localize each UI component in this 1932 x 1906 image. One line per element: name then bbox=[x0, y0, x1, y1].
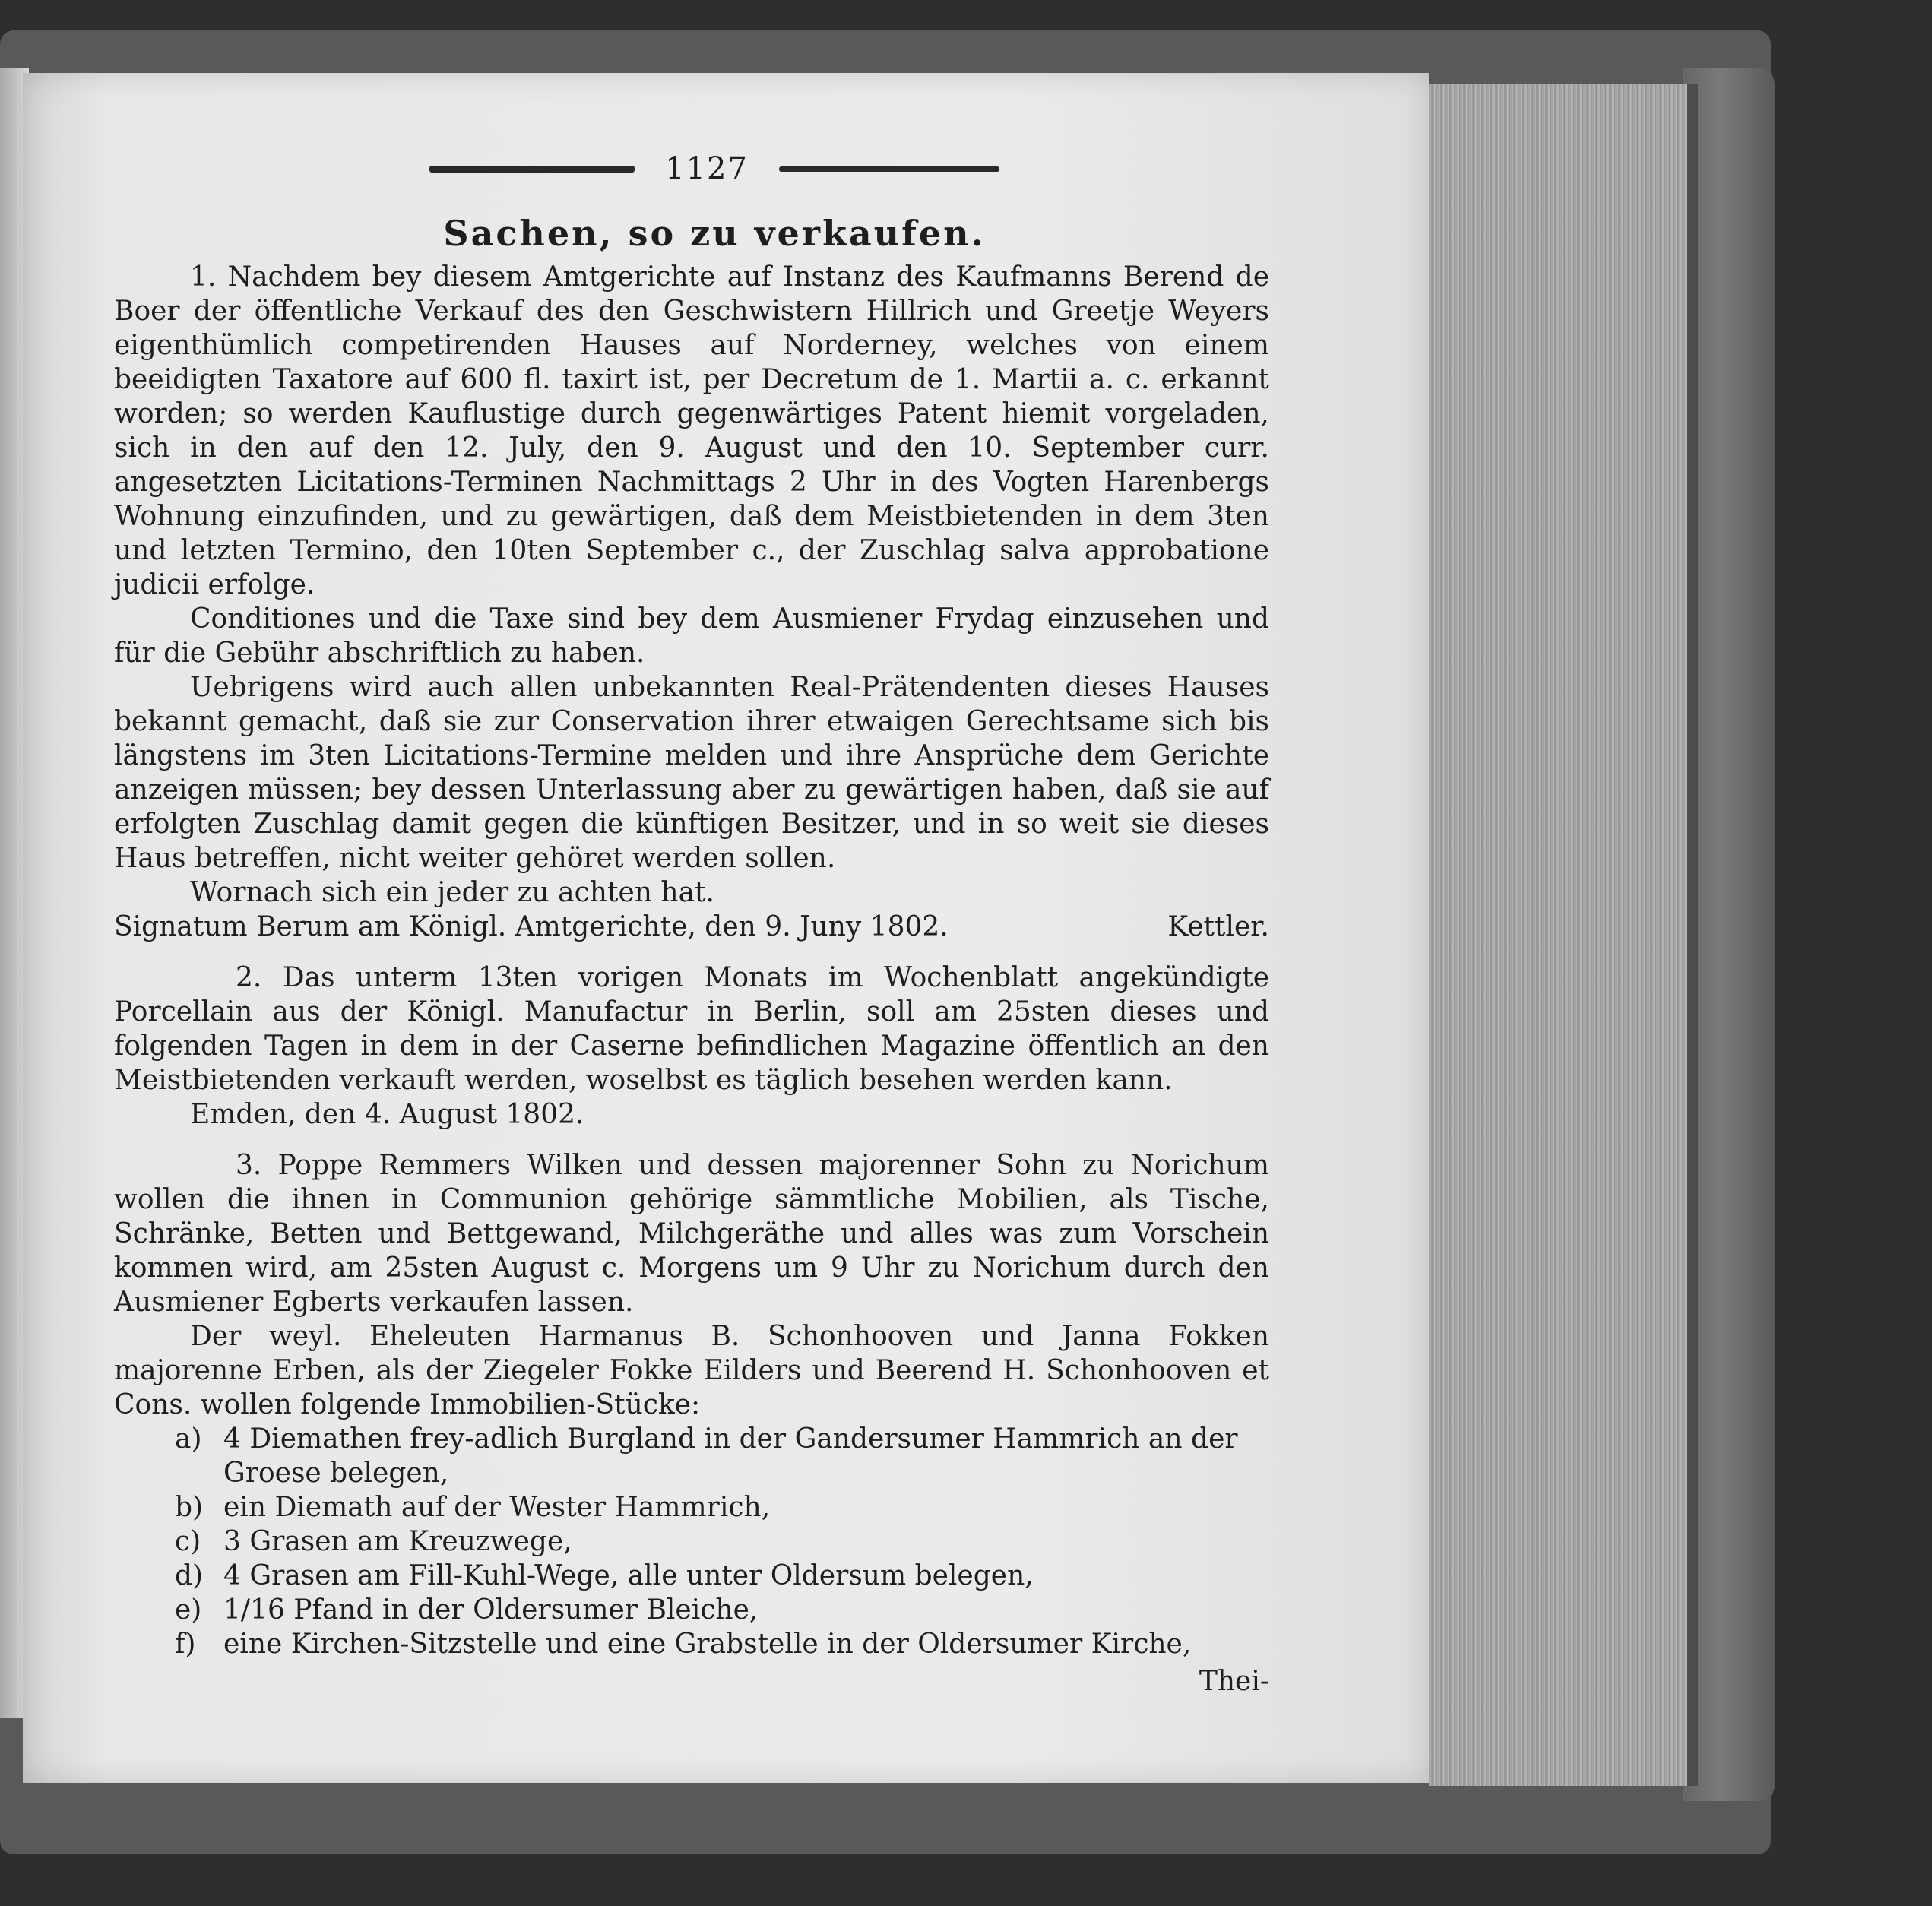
list-text: 4 Grasen am Fill-Kuhl-Wege, alle unter Oldersum belegen, bbox=[223, 1560, 1034, 1591]
list-marker: b) bbox=[175, 1492, 204, 1523]
list-text: 1/16 Pfand in der Oldersumer Bleiche, bbox=[223, 1594, 759, 1626]
item1-signature: Signatum Berum am Königl. Amtgerichte, den 9. Juny 1802. bbox=[114, 911, 949, 942]
list-item bbox=[175, 1559, 1269, 1593]
item1-notice: Uebrigens wird auch allen unbekannten Real-Prätendenten dieses Hauses bekannt gemacht, daß sie zur Conservation ihrer etwaigen Gerechtsame sich bis längstens im 3ten Licitations-Termine melden und ihre Ansprüche dem Gerichte anzeigen müssen; bey dessen Unterlassung aber zu gewärtigen haben, daß sie auf erfolgten Zuschlag damit gegen die künftigen Besitzer, und in so weit sie dieses Haus betreffen, nicht weiter gehöret werden sollen. bbox=[114, 672, 1269, 874]
item3-heirs-paragraph: Der weyl. Eheleuten Harmanus B. Schonhooven und Janna Fokken majorenne Erben, als der Ziegeler Fokke Eilders und Beerend H. Schonhooven et Cons. wollen folgende Immobilien-Stücke: bbox=[114, 1321, 1269, 1420]
list-item bbox=[175, 1593, 1269, 1627]
page-edges bbox=[1429, 84, 1698, 1786]
header-rule-right bbox=[779, 166, 999, 172]
header-rule-left bbox=[429, 166, 635, 173]
immobilien-list bbox=[175, 1422, 1269, 1661]
item1-closing: Wornach sich ein jeder zu achten hat. bbox=[190, 877, 714, 908]
list-marker: c) bbox=[175, 1526, 201, 1557]
catchword: Thei- bbox=[1199, 1666, 1269, 1697]
list-marker: a) bbox=[175, 1423, 202, 1455]
item2-dateline: Emden, den 4. August 1802. bbox=[190, 1099, 584, 1130]
list-marker: f) bbox=[175, 1629, 196, 1660]
list-item bbox=[175, 1627, 1269, 1661]
section-title: Sachen, so zu verkaufen. bbox=[443, 213, 986, 254]
list-text: 4 Diemathen frey-adlich Burgland in der Gandersumer Hammrich an der Groese belegen, bbox=[223, 1423, 1238, 1489]
page-header bbox=[160, 152, 1269, 186]
list-item bbox=[175, 1422, 1269, 1490]
list-marker: d) bbox=[175, 1560, 204, 1591]
item1-signer: Kettler. bbox=[1167, 911, 1269, 942]
page-content bbox=[114, 152, 1269, 1699]
list-text: ein Diemath auf der Wester Hammrich, bbox=[223, 1492, 771, 1523]
item1-signature-line bbox=[114, 910, 1269, 944]
item1-conditions: Conditiones und die Taxe sind bey dem Ausmiener Frydag einzusehen und für die Gebühr abschriftlich zu haben. bbox=[114, 603, 1269, 669]
list-marker: e) bbox=[175, 1594, 202, 1626]
item2-paragraph: 2. Das unterm 13ten vorigen Monats im Wochenblatt angekündigte Porcellain aus der Königl. Manufactur in Berlin, soll am 25sten dieses und folgenden Tagen in dem in der Caserne befindlichen Magazine öffentlich an den Meistbietenden verkauft werden, woselbst es täglich besehen werden kann. bbox=[114, 962, 1269, 1096]
list-item bbox=[175, 1490, 1269, 1524]
list-text: eine Kirchen-Sitzstelle und eine Grabstelle in der Oldersumer Kirche, bbox=[223, 1629, 1192, 1660]
item1-paragraph: 1. Nachdem bey diesem Amtgerichte auf Instanz des Kaufmanns Berend de Boer der öffentliche Verkauf des den Geschwistern Hillrich und Greetje Weyers eigenthümlich competirenden Hauses auf Norderney, welches von einem beeidigten Taxatore auf 600 fl. taxirt ist, per Decretum de 1. Martii a. c. erkannt worden; so werden Kauflustige durch gegenwärtiges Patent hiemit vorgeladen, sich in den auf den 12. July, den 9. August und den 10. September curr. angesetzten Licitations-Terminen Nachmittags 2 Uhr in des Vogten Harenbergs Wohnung einzufinden, und zu gewärtigen, daß dem Meistbietenden in dem 3ten und letzten Termino, den 10ten September c., der Zuschlag salva approbatione judicii erfolge. bbox=[114, 261, 1269, 600]
list-item bbox=[175, 1524, 1269, 1559]
page-number: 1127 bbox=[665, 151, 749, 186]
list-text: 3 Grasen am Kreuzwege, bbox=[223, 1526, 572, 1557]
item3-paragraph: 3. Poppe Remmers Wilken und dessen majorenner Sohn zu Norichum wollen die ihnen in Communion gehörige sämmtliche Mobilien, als Tische, Schränke, Betten und Bettgewand, Milchgeräthe und alles was zum Vorschein kommen wird, am 25sten August c. Morgens um 9 Uhr zu Norichum durch den Ausmiener Egberts verkaufen lassen. bbox=[114, 1150, 1269, 1318]
